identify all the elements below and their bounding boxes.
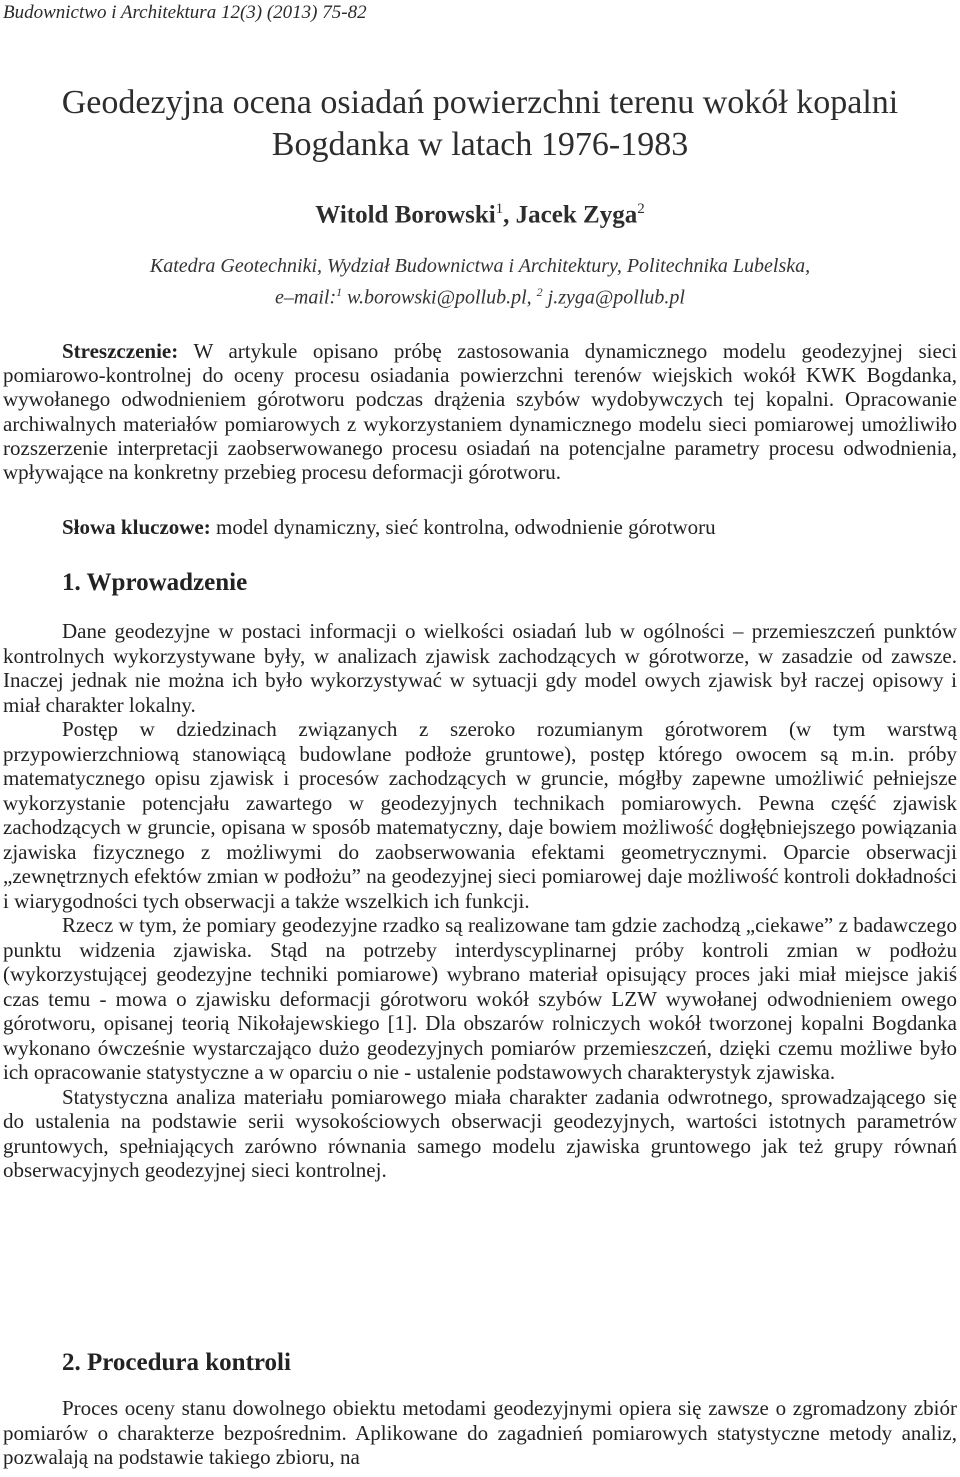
affiliation	[0, 253, 960, 311]
paragraph: Dane geodezyjne w postaci informacji o wielkości osiadań lub w ogólności – przemieszczeń punktów kontrolnych wykorzystywane były, w analizach zjawisk zachodzących w górotworze, w zasadzie od zawsze. Inaczej jednak nie można ich było wykorzystywać w sytuacji gdy model owych zjawisk był raczej opisowy i miał charakter lokalny.	[3, 619, 957, 717]
authors	[0, 193, 960, 231]
email-2-ref: 2	[536, 285, 543, 299]
title-line-1: Geodezyjna ocena osiadań powierzchni terenu wokół kopalni	[61, 84, 899, 121]
keywords	[62, 515, 957, 539]
email-prefix: e–mail:	[275, 286, 337, 309]
author-2-ref: 2	[637, 201, 645, 217]
author-1-ref: 1	[495, 201, 504, 217]
author-2: Jacek Zyga	[515, 201, 638, 229]
author-1: Witold Borowski	[315, 201, 496, 229]
journal-header: Budownictwo i Architektura 12(3) (2013) 75-82	[3, 2, 367, 23]
section-2-heading: 2. Procedura kontroli	[62, 1349, 291, 1376]
keywords-text: model dynamiczny, sieć kontrolna, odwodnienie górotworu	[210, 515, 716, 539]
paragraph: Proces oceny stanu dowolnego obiektu metodami geodezyjnymi opiera się zawsze o zgromadzony zbiór pomiarów o charakterze bezpośrednim. Aplikowane do zagadnień pomiarowych statystyczne metody analiz, pozwalają na podstawie takiego zbioru, na	[3, 1396, 957, 1469]
section-1-heading: 1. Wprowadzenie	[62, 569, 248, 596]
paragraph: Statystyczna analiza materiału pomiarowego miała charakter zadania odwrotnego, sprowadzającego się do ustalenia na podstawie serii wysokościowych obserwacji geodezyjnych, wartości istotnych parametrów gruntowych, spełniających zarówno równania samego modelu zjawiska gruntowego jak też grupy równań obserwacyjnych geodezyjnej sieci kontrolnej.	[3, 1084, 957, 1182]
paragraph: Postęp w dziedzinach związanych z szeroko rozumianym górotworem (w tym warstwą przypowierzchniową stanowiącą budowlane podłoże gruntowe), postęp którego owocem są m.in. próby matematycznego opisu zjawisk i procesów zachodzących w gruncie, mógłby zapewne umożliwić pełniejsze wykorzystanie potencjału zawartego w geodezyjnych technikach pomiarowych. Pewna część zjawisk zachodzących w gruncie, opisana w sposób matematyczny, daje bowiem możliwość dogłębniejszego powiązania zjawiska fizycznego z możliwymi do zaobserwowania efektami geometrycznymi. Oparcie obserwacji „zewnętrznych efektów zmian w podłożu” na geodezyjnej sieci pomiarowej daje możliwość kontroli dokładności i wiarygodności tych obserwacji a także wszelkich ich funkcji.	[3, 717, 958, 913]
email-1-ref: 1	[336, 285, 343, 299]
email-line	[0, 279, 960, 311]
keywords-label: Słowa kluczowe:	[62, 515, 211, 539]
abstract	[3, 339, 957, 484]
abstract-text: W artykule opisano próbę zastosowania dynamicznego modelu geodezyjnej sieci pomiarowo-kontrolnej do oceny procesu osiadania powierzchni terenów wiejskich wokół KWK Bogdanka, wywołanego odwodnieniem górotworu podczas drążenia szybów wydobywczych tej kopalni. Opracowanie archiwalnych materiałów pomiarowych z wykorzystaniem dynamicznego modelu sieci pomiarowej umożliwiło rozszerzenie interpretacji zaobserwowanego procesu osiadań na potencjalne parametry procesu odwodnienia, wpływające na konkretny przebieg procesu deformacji górotworu.	[3, 339, 957, 485]
affiliation-line: Katedra Geotechniki, Wydział Budownictwa i Architektury, Politechnika Lubelska,	[149, 255, 811, 277]
email-2: j.zyga@pollub.pl	[542, 286, 685, 309]
author-separator: ,	[503, 201, 516, 229]
paragraph: Rzecz w tym, że pomiary geodezyjne rzadko są realizowane tam gdzie zachodzą „ciekawe” z badawczego punktu widzenia zjawiska. Stąd na potrzeby interdyscyplinarnej próby kontroli zmian w podłożu (wykorzystującej geodezyjne techniki pomiarowe) wybrano materiał opisujący proces jaki miał miejsce jakiś czas temu - mowa o zjawisku deformacji górotworu wokół szybów LZW wywołanej odwodnieniem owego górotworu, opisanej teorią Nikołajewskiego [1]. Dla obszarów rolniczych wokół tworzonej kopalni Bogdanka wykonano ówcześnie wystarczająco dużo geodezyjnych pomiarów przemieszczeń, dzięki czemu możliwe było ich opracowanie statystyczne a w oparciu o nie - ustalenie podstawowych charakterystyk zjawiska.	[3, 913, 957, 1084]
section-1-body	[3, 619, 957, 1183]
paper-title	[0, 82, 960, 166]
abstract-label: Streszczenie:	[62, 339, 179, 363]
section-2-body	[3, 1396, 957, 1470]
email-1: w.borowski@pollub.pl,	[342, 286, 537, 309]
title-line-2: Bogdanka w latach 1976-1983	[271, 126, 689, 163]
